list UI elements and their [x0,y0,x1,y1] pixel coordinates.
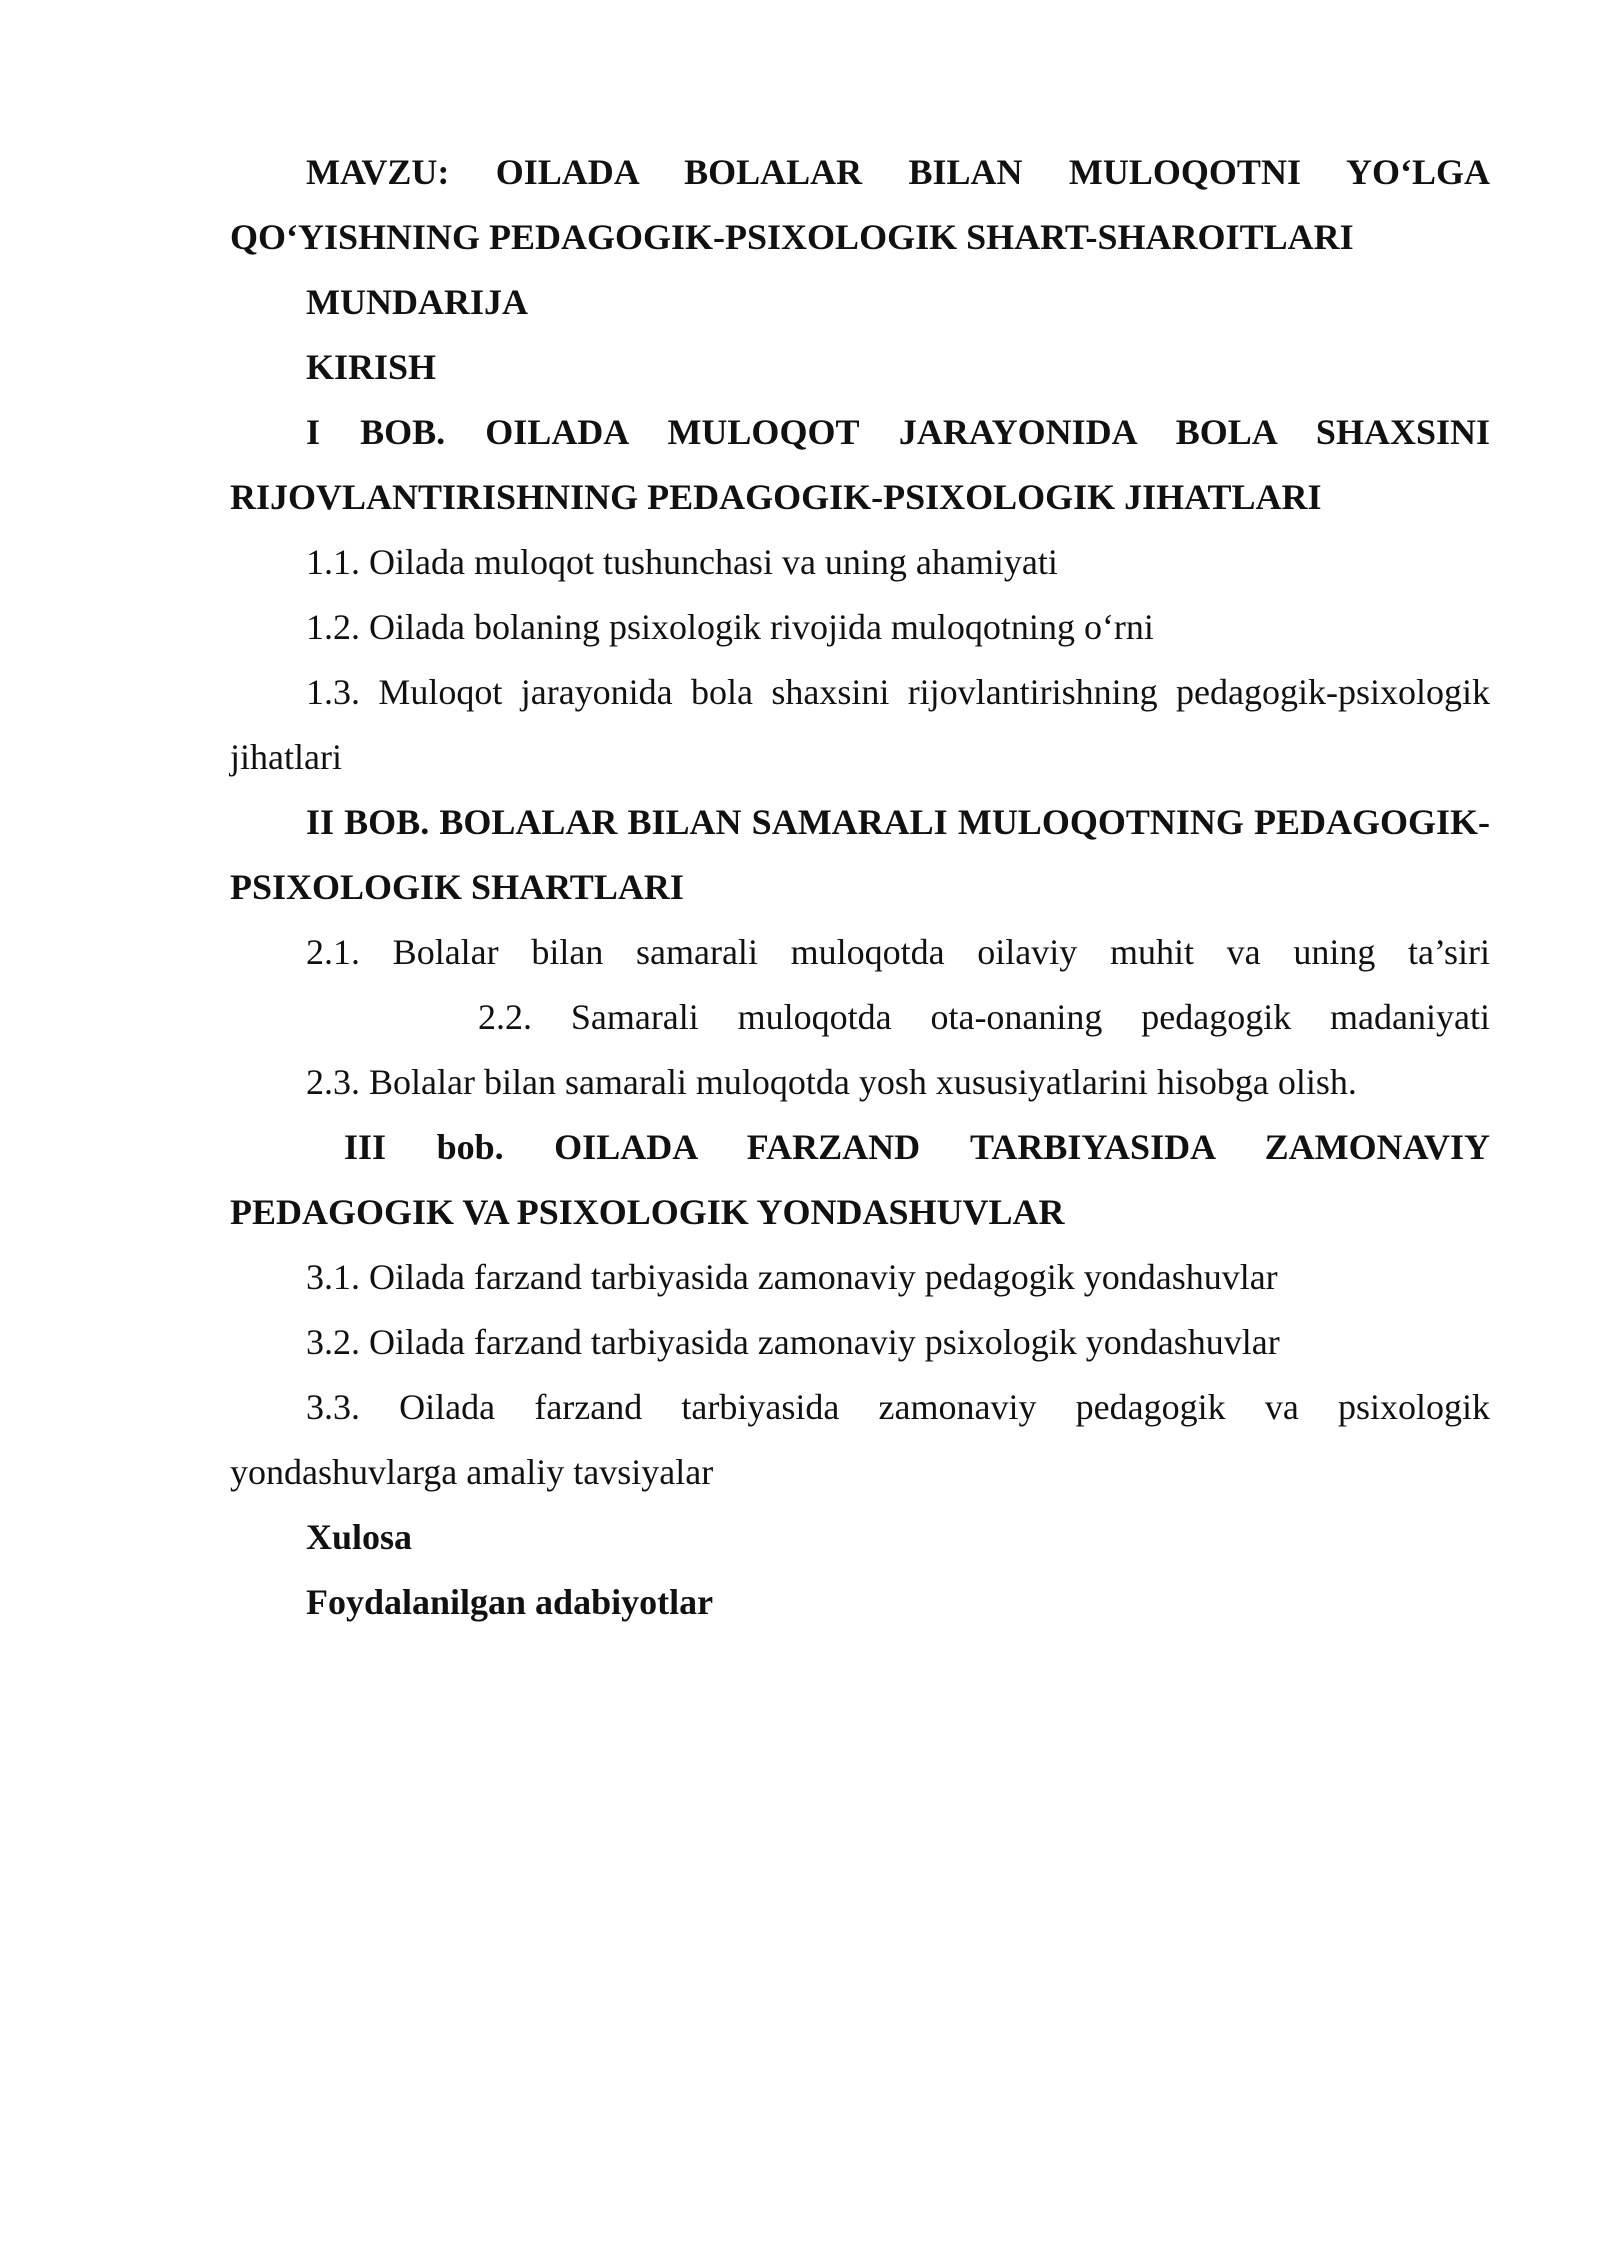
toc-section-1-3: 1.3. Muloqot jarayonida bola shaxsini rijovlantirishning pedagogik-psixologik jihatlari [230,672,1490,777]
toc-section-2-1: 2.1. Bolalar bilan samarali muloqotda oilaviy muhit va uning ta’siri [306,932,1490,972]
document-page [230,140,1490,1635]
toc-section-3-3: 3.3. Oilada farzand tarbiyasida zamonaviy pedagogik va psixologik yondashuvlarga amaliy tavsiyalar [230,1387,1490,1492]
toc-references: Foydalanilgan adabiyotlar [306,1582,714,1622]
toc-chapter-1-title: I BOB. OILADA MULOQOT JARAYONIDA BOLA SHAXSINI RIJOVLANTIRISHNING PEDAGOGIK-PSIXOLOGIK JIHATLARI [230,412,1490,517]
toc-section-3-1: 3.1. Oilada farzand tarbiyasida zamonaviy pedagogik yondashuvlar [306,1257,1278,1297]
toc-section-2-2: 2.2. Samarali muloqotda ota-onaning pedagogik madaniyati [478,997,1490,1037]
toc-chapter-2-title: II BOB. BOLALAR BILAN SAMARALI MULOQOTNING PEDAGOGIK-PSIXOLOGIK SHARTLARI [230,802,1490,907]
toc-section-3-2: 3.2. Oilada farzand tarbiyasida zamonaviy psixologik yondashuvlar [306,1322,1280,1362]
toc-chapter-3-title: III bob. OILADA FARZAND TARBIYASIDA ZAMONAVIY PEDAGOGIK VA PSIXOLOGIK YONDASHUVLAR [230,1127,1490,1232]
toc-section-2-3: 2.3. Bolalar bilan samarali muloqotda yosh xususiyatlarini hisobga olish. [306,1062,1357,1102]
toc-section-1-2: 1.2. Oilada bolaning psixologik rivojida muloqotning o‘rni [306,607,1154,647]
toc-section-1-1: 1.1. Oilada muloqot tushunchasi va uning ahamiyati [306,542,1058,582]
toc-conclusion: Xulosa [306,1517,413,1557]
document-title: MAVZU: OILADA BOLALAR BILAN MULOQOTNI YO‘LGA QO‘YISHNING PEDAGOGIK-PSIXOLOGIK SHART-SHAROITLARI [230,152,1490,257]
contents-heading: MUNDARIJA [306,282,528,322]
toc-intro: KIRISH [306,347,437,387]
